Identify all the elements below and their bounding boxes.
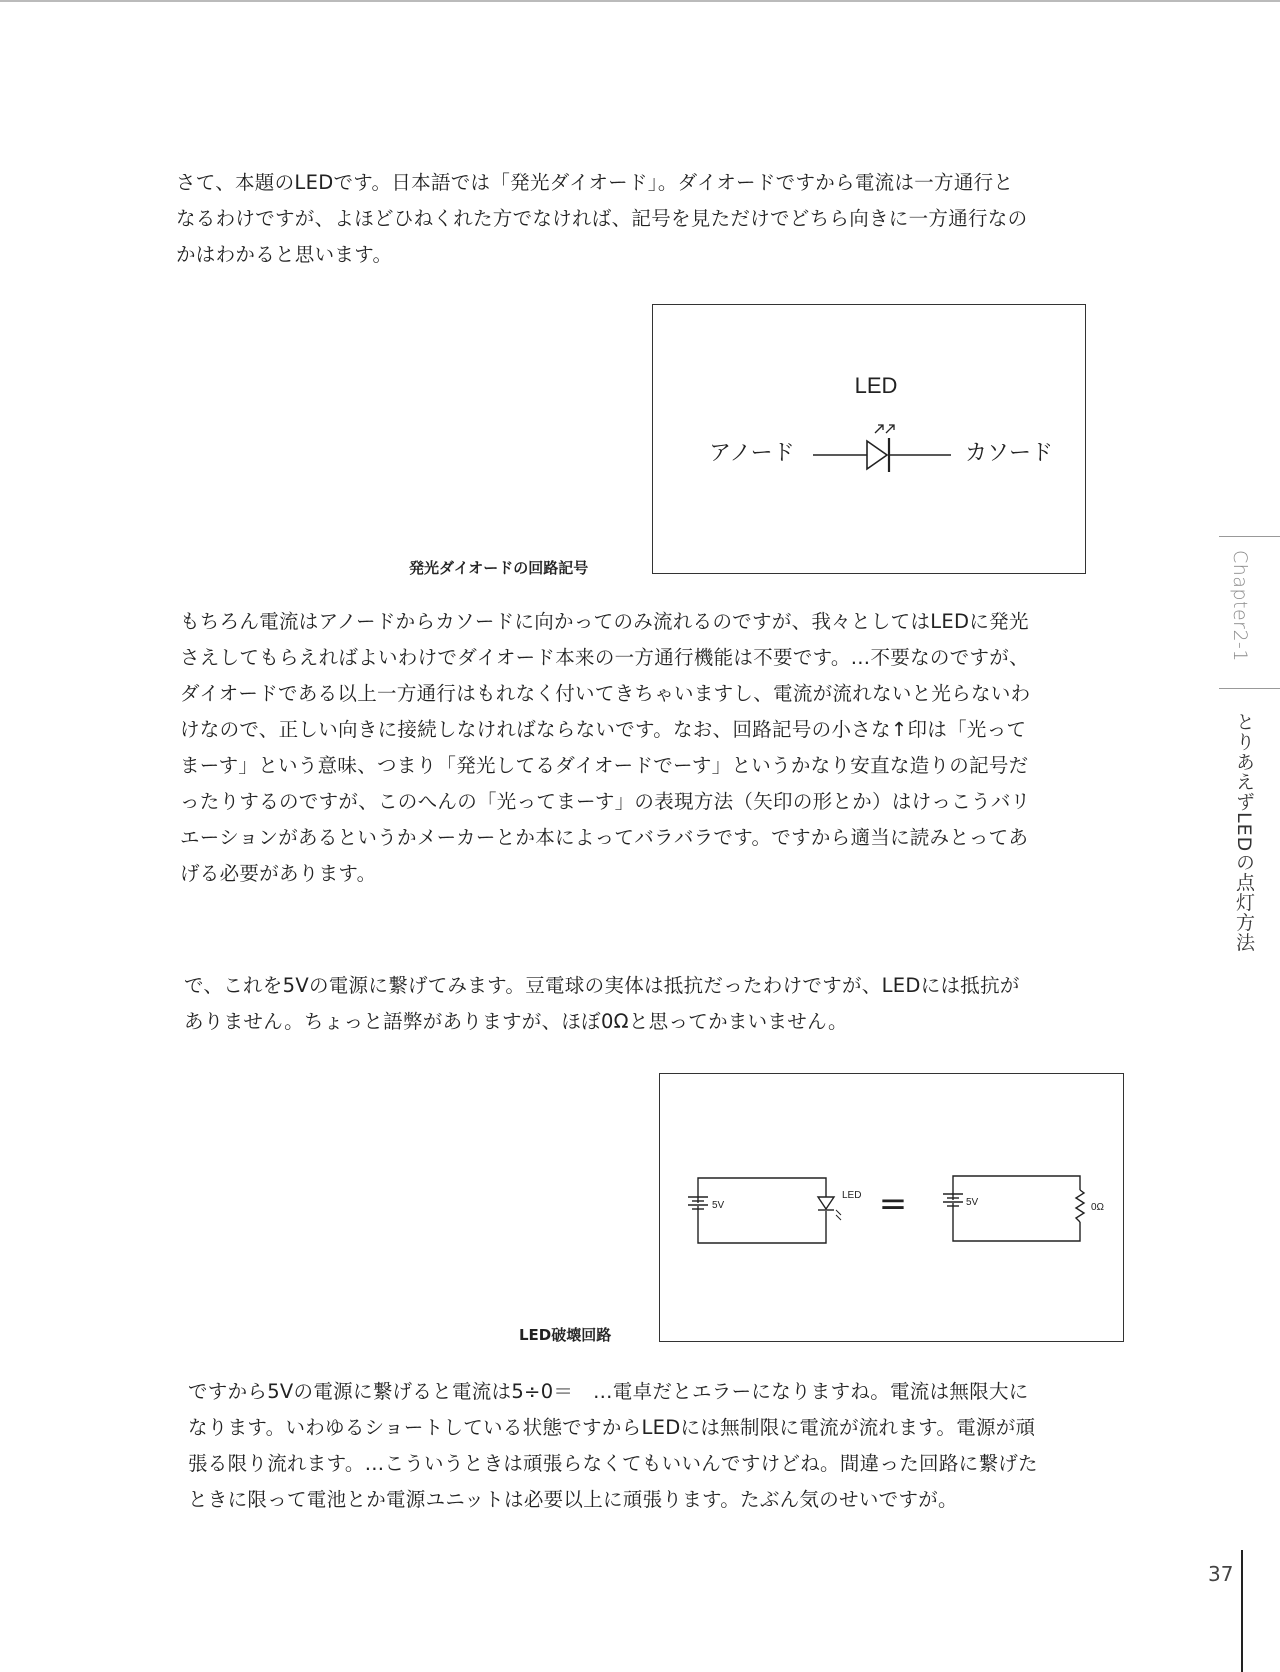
anode-label: アノード <box>709 441 795 466</box>
paragraph-1 <box>176 165 1027 273</box>
side-tab-divider <box>1219 688 1280 689</box>
paragraph-2-line: けなので、正しい向きに接続しなければならないです。なお、回路記号の小さな↑印は「光って <box>180 718 1027 741</box>
figure-led-destruction-circuit <box>659 1073 1124 1342</box>
side-tab-top-rule <box>1219 536 1280 537</box>
paragraph-2-line: ったりするのですが、このへんの「光ってまーす」の表現方法（矢印の形とか）はけっこうバリ <box>180 790 1031 813</box>
paragraph-1-line: さて、本題のLEDです。日本語では「発光ダイオード」。ダイオードですから電流は一方通行と <box>176 171 1014 194</box>
led-symbol-diagram <box>653 305 1087 575</box>
section-tab: とりあえずLEDの点灯方法 <box>1233 712 1255 953</box>
diode-triangle <box>867 441 887 469</box>
battery-label-right: 5V <box>966 1197 979 1208</box>
battery-label-left: 5V <box>712 1200 725 1211</box>
battery-led-circuit <box>688 1178 841 1243</box>
paragraph-2-line: エーションがあるというかメーカーとか本によってバラバラです。ですから適当に読みとってあ <box>180 826 1029 849</box>
paragraph-4-line: 張る限り流れます。…こういうときは頑張らなくてもいいんですけどね。間違った回路に繋げた <box>188 1452 1038 1475</box>
paragraph-4-line: ときに限って電池とか電源ユニットは必要以上に頑張ります。たぶん気のせいですが。 <box>188 1488 958 1511</box>
resistor-label: 0Ω <box>1091 1202 1105 1213</box>
paragraph-3 <box>184 968 1020 1040</box>
figure-led-symbol <box>652 304 1086 574</box>
led-label: LED <box>842 1190 862 1201</box>
led-symbol-title: LED <box>854 373 898 398</box>
chapter-tab: Chapter2-1 <box>1229 550 1251 662</box>
paragraph-4-line: なります。いわゆるショートしている状態ですからLEDには無制限に電流が流れます。電源が頑 <box>188 1416 1036 1439</box>
led-destruction-diagram <box>660 1074 1125 1343</box>
paragraph-2-line: げる必要があります。 <box>180 862 377 885</box>
paragraph-2-line: まーす」という意味、つまり「発光してるダイオードでーす」というかなり安直な造りの記号だ <box>180 754 1029 777</box>
paragraph-4-line: ですから5Vの電源に繋げると電流は5÷0＝ …電卓だとエラーになりますね。電流は無限大に <box>188 1380 1029 1403</box>
figure-2-caption: LED破壊回路 <box>519 1326 612 1344</box>
paragraph-2 <box>180 604 1030 892</box>
paragraph-1-line: かはわかると思います。 <box>176 243 393 266</box>
paragraph-2-line: ダイオードである以上一方通行はもれなく付いてきちゃいますし、電流が流れないと光らないわ <box>180 682 1031 705</box>
battery-resistor-circuit <box>943 1176 1084 1241</box>
equals-sign: = <box>878 1184 908 1224</box>
light-emission-arrows <box>875 425 894 433</box>
top-rule <box>0 0 1280 2</box>
paragraph-2-line: さえしてもらえればよいわけでダイオード本来の一方通行機能は不要です。…不要なのですが、 <box>180 646 1029 669</box>
cathode-label: カソード <box>965 441 1054 466</box>
page-number-rule <box>1241 1550 1243 1672</box>
page-number: 37 <box>1208 1562 1234 1586</box>
paragraph-1-line: なるわけですが、よほどひねくれた方でなければ、記号を見ただけでどちら向きに一方通行なの <box>176 207 1028 230</box>
paragraph-3-line: ありません。ちょっと語弊がありますが、ほぼ0Ωと思ってかまいません。 <box>184 1010 848 1033</box>
paragraph-2-line: もちろん電流はアノードからカソードに向かってのみ流れるのですが、我々としてはLEDに発光 <box>180 610 1029 633</box>
paragraph-3-line: で、これを5Vの電源に繋げてみます。豆電球の実体は抵抗だったわけですが、LEDには抵抗が <box>184 974 1020 997</box>
paragraph-4 <box>188 1374 1038 1518</box>
figure-1-caption: 発光ダイオードの回路記号 <box>409 559 589 577</box>
